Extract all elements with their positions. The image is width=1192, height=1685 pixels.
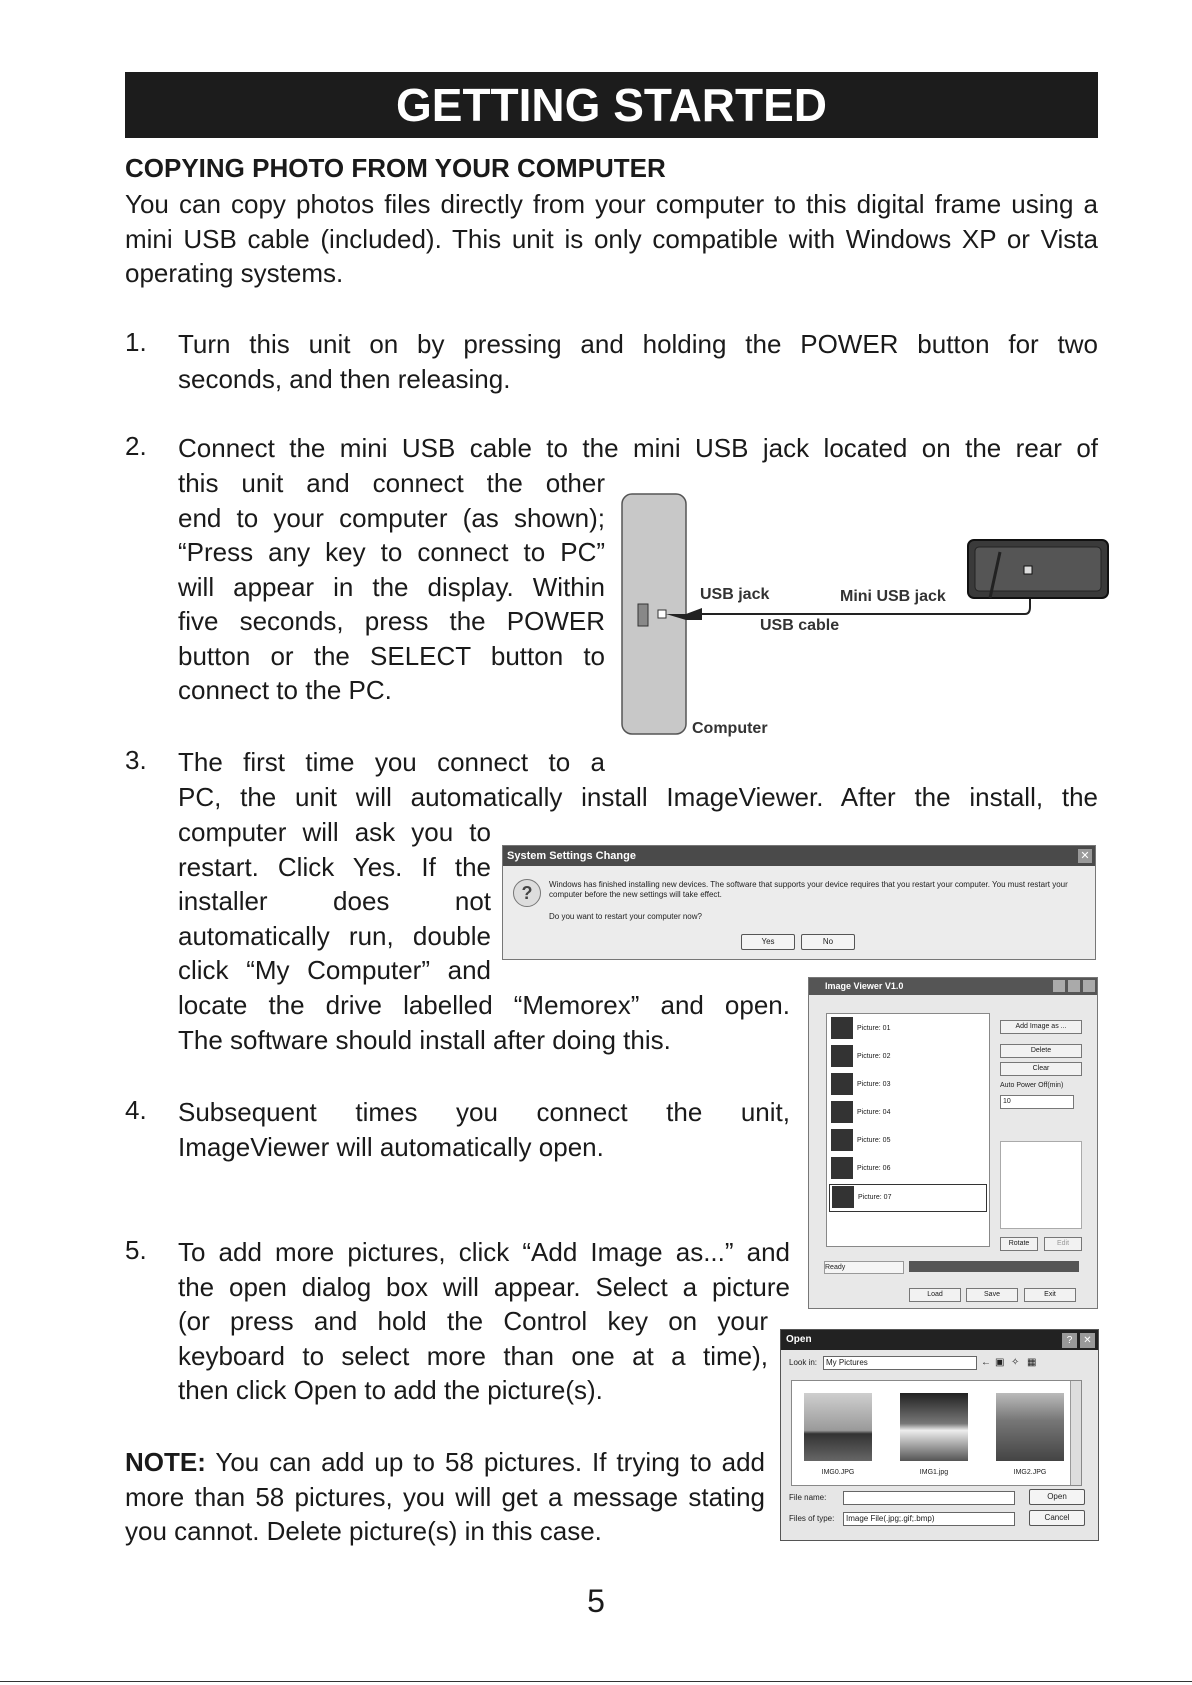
usb-connection-diagram <box>620 492 1120 737</box>
footer-rule <box>0 1681 1192 1682</box>
add-image-button[interactable]: Add Image as ... <box>1000 1020 1082 1034</box>
no-button[interactable]: No <box>801 934 855 950</box>
step-4-line: ImageViewer will automatically open. <box>178 1131 604 1162</box>
intro-paragraph: You can copy photos files directly from your computer to this digital frame using a mini USB cable (included). This unit is only compatible with Windows XP or Vista operating systems. <box>125 189 1098 288</box>
file-name-caption: IMG2.JPG <box>1013 1469 1047 1476</box>
list-item-label: Picture: 03 <box>857 1081 891 1088</box>
list-item[interactable] <box>829 1156 985 1182</box>
page-banner-title: GETTING STARTED <box>125 72 1098 138</box>
cancel-button[interactable]: Cancel <box>1029 1510 1085 1526</box>
usb-jack-label: USB jack <box>700 586 770 603</box>
list-item[interactable] <box>829 1128 985 1154</box>
edit-button[interactable]: Edit <box>1044 1237 1082 1251</box>
step-3-line: The first time you connect to a <box>178 747 605 777</box>
dialog-question: Do you want to restart your computer now? <box>549 912 702 921</box>
step-2-number: 2. <box>125 431 147 461</box>
step-5-number: 5. <box>125 1235 147 1265</box>
status-text: Ready <box>824 1261 904 1274</box>
list-item[interactable] <box>829 1072 985 1098</box>
auto-power-label: Auto Power Off(min) <box>1000 1082 1064 1089</box>
step-3-first-line <box>178 745 605 780</box>
list-item-label: Picture: 02 <box>857 1053 891 1060</box>
open-dialog-title: Open <box>781 1330 1098 1350</box>
close-icon[interactable] <box>1083 980 1095 992</box>
step-2-line: five seconds, press the POWER <box>178 606 605 636</box>
note-paragraph <box>125 1445 765 1549</box>
yes-button[interactable]: Yes <box>741 934 795 950</box>
step-5-line: keyboard to select more than one at a time), <box>178 1340 768 1371</box>
step-2-text <box>178 466 605 708</box>
close-icon[interactable]: ✕ <box>1080 1333 1095 1348</box>
step-2-line: this unit and connect the other <box>178 468 605 498</box>
step-1-line: Turn this unit on by pressing and holding the POWER button for two <box>178 329 1098 359</box>
open-dialog <box>780 1329 1099 1541</box>
list-item-label: Picture: 04 <box>857 1109 891 1116</box>
step-1-number: 1. <box>125 327 147 357</box>
auto-power-input[interactable]: 10 <box>1000 1095 1074 1109</box>
image-viewer-window <box>808 977 1098 1309</box>
file-browser-area[interactable] <box>791 1380 1082 1486</box>
thumbnail-icon <box>831 1045 853 1067</box>
dialog-message: Windows has finished installing new devices. The software that supports your device requires that you restart your computer. You must restart your computer before the new settings will take effect. <box>549 880 1068 899</box>
load-button[interactable]: Load <box>909 1288 961 1302</box>
look-in-select[interactable]: My Pictures <box>823 1356 977 1370</box>
dialog-title: System Settings Change <box>503 846 1095 866</box>
save-button[interactable]: Save <box>966 1288 1018 1302</box>
step-2-line: end to your computer (as shown); <box>178 502 605 533</box>
step-5-line: the open dialog box will appear. Select a picture <box>178 1271 790 1302</box>
file-name-input[interactable] <box>843 1491 1015 1505</box>
step-3-last-lines <box>178 988 790 1057</box>
step-3-second-line <box>178 780 1098 815</box>
exit-button[interactable]: Exit <box>1024 1288 1076 1302</box>
file-thumbnail[interactable] <box>900 1393 968 1461</box>
thumbnail-icon <box>832 1186 854 1208</box>
step-2-line: button or the SELECT button to <box>178 640 605 671</box>
page-number: 5 <box>587 1583 605 1619</box>
up-folder-icon[interactable]: ▣ <box>995 1357 1005 1368</box>
list-item-selected[interactable] <box>829 1184 987 1212</box>
close-icon[interactable]: ✕ <box>1078 849 1092 863</box>
step-3-line: PC, the unit will automatically install ImageViewer. After the install, the <box>178 782 1098 812</box>
file-thumbnail[interactable] <box>804 1393 872 1461</box>
thumbnail-icon <box>831 1129 853 1151</box>
computer-label: Computer <box>692 720 768 737</box>
file-type-select[interactable]: Image File(.jpg;.gif;.bmp) <box>843 1512 1015 1526</box>
progress-bar <box>909 1261 1079 1272</box>
thumbnail-icon <box>831 1073 853 1095</box>
step-2-first-line <box>178 431 1098 466</box>
step-2-line: Connect the mini USB cable to the mini USB jack located on the rear of <box>178 433 1098 463</box>
back-arrow-icon[interactable]: ← <box>981 1357 991 1368</box>
delete-button[interactable]: Delete <box>1000 1044 1082 1058</box>
step-3-line: installer does not <box>178 886 491 916</box>
step-4-text <box>178 1095 790 1164</box>
note-label: NOTE: <box>125 1447 206 1477</box>
file-name-caption: IMG1.jpg <box>919 1469 949 1476</box>
step-3-line: locate the drive labelled “Memorex” and open. <box>178 990 790 1020</box>
list-item-label: Picture: 06 <box>857 1165 891 1172</box>
look-in-label: Look in: <box>789 1358 818 1367</box>
step-3-line: The software should install after doing this. <box>178 1024 671 1055</box>
file-name-label: File name: <box>789 1493 827 1502</box>
step-5-line: (or press and hold the Control key on your <box>178 1306 768 1336</box>
step-3-number: 3. <box>125 745 147 775</box>
step-3-text <box>178 815 491 988</box>
preview-pane <box>1000 1141 1082 1229</box>
step-3-line: computer will ask you to <box>178 817 491 847</box>
usb-cable-label: USB cable <box>760 617 840 634</box>
step-1-line: seconds, and then releasing. <box>178 363 511 394</box>
step-3-line: restart. Click Yes. If the <box>178 851 491 882</box>
step-4-line: Subsequent times you connect the unit, <box>178 1097 790 1127</box>
maximize-icon[interactable] <box>1068 980 1080 992</box>
list-item-label: Picture: 07 <box>858 1194 892 1201</box>
question-icon: ? <box>513 879 541 907</box>
file-name-caption: IMG0.JPG <box>821 1469 855 1476</box>
step-5-line: To add more pictures, click “Add Image as...” and <box>178 1237 790 1267</box>
list-item[interactable] <box>829 1100 985 1126</box>
new-folder-icon[interactable]: ✧ <box>1011 1357 1020 1368</box>
usb-diagram-illustration <box>620 492 1120 737</box>
picture-list[interactable] <box>826 1013 990 1247</box>
step-3-line: click “My Computer” and <box>178 955 491 985</box>
step-5-line: then click Open to add the picture(s). <box>178 1375 603 1405</box>
thumbnail-icon <box>831 1157 853 1179</box>
list-item[interactable] <box>829 1016 985 1042</box>
help-icon[interactable]: ? <box>1062 1333 1077 1348</box>
minimize-icon[interactable] <box>1053 980 1065 992</box>
file-type-label: Files of type: <box>789 1514 835 1523</box>
list-item-label: Picture: 01 <box>857 1025 891 1032</box>
step-2-line: connect to the PC. <box>178 675 392 705</box>
image-viewer-title: Image Viewer V1.0 <box>809 978 1097 995</box>
thumbnail-icon <box>831 1017 853 1039</box>
list-item[interactable] <box>829 1044 985 1070</box>
rotate-button[interactable]: Rotate <box>1000 1237 1038 1251</box>
section-title: COPYING PHOTO FROM YOUR COMPUTER <box>125 153 666 183</box>
clear-button[interactable]: Clear <box>1000 1062 1082 1076</box>
step-3-line: automatically run, double <box>178 920 491 951</box>
step-1-text <box>178 327 1098 396</box>
thumbnail-icon <box>831 1101 853 1123</box>
vertical-scrollbar[interactable] <box>1070 1381 1081 1485</box>
list-item-label: Picture: 05 <box>857 1137 891 1144</box>
file-thumbnail[interactable] <box>996 1393 1064 1461</box>
step-4-number: 4. <box>125 1095 147 1125</box>
note-text: You can add up to 58 pictures. If trying to add more than 58 pictures, you will get a message stating you cannot. Delete picture(s) in this case. <box>125 1447 765 1546</box>
step-2-line: will appear in the display. Within <box>178 571 605 602</box>
open-button[interactable]: Open <box>1029 1489 1085 1505</box>
mini-usb-jack-label: Mini USB jack <box>840 588 946 605</box>
system-settings-dialog <box>502 845 1096 960</box>
step-5-text <box>178 1235 790 1408</box>
step-2-line: “Press any key to connect to PC” <box>178 537 605 567</box>
view-menu-icon[interactable]: ▦ <box>1027 1357 1037 1368</box>
